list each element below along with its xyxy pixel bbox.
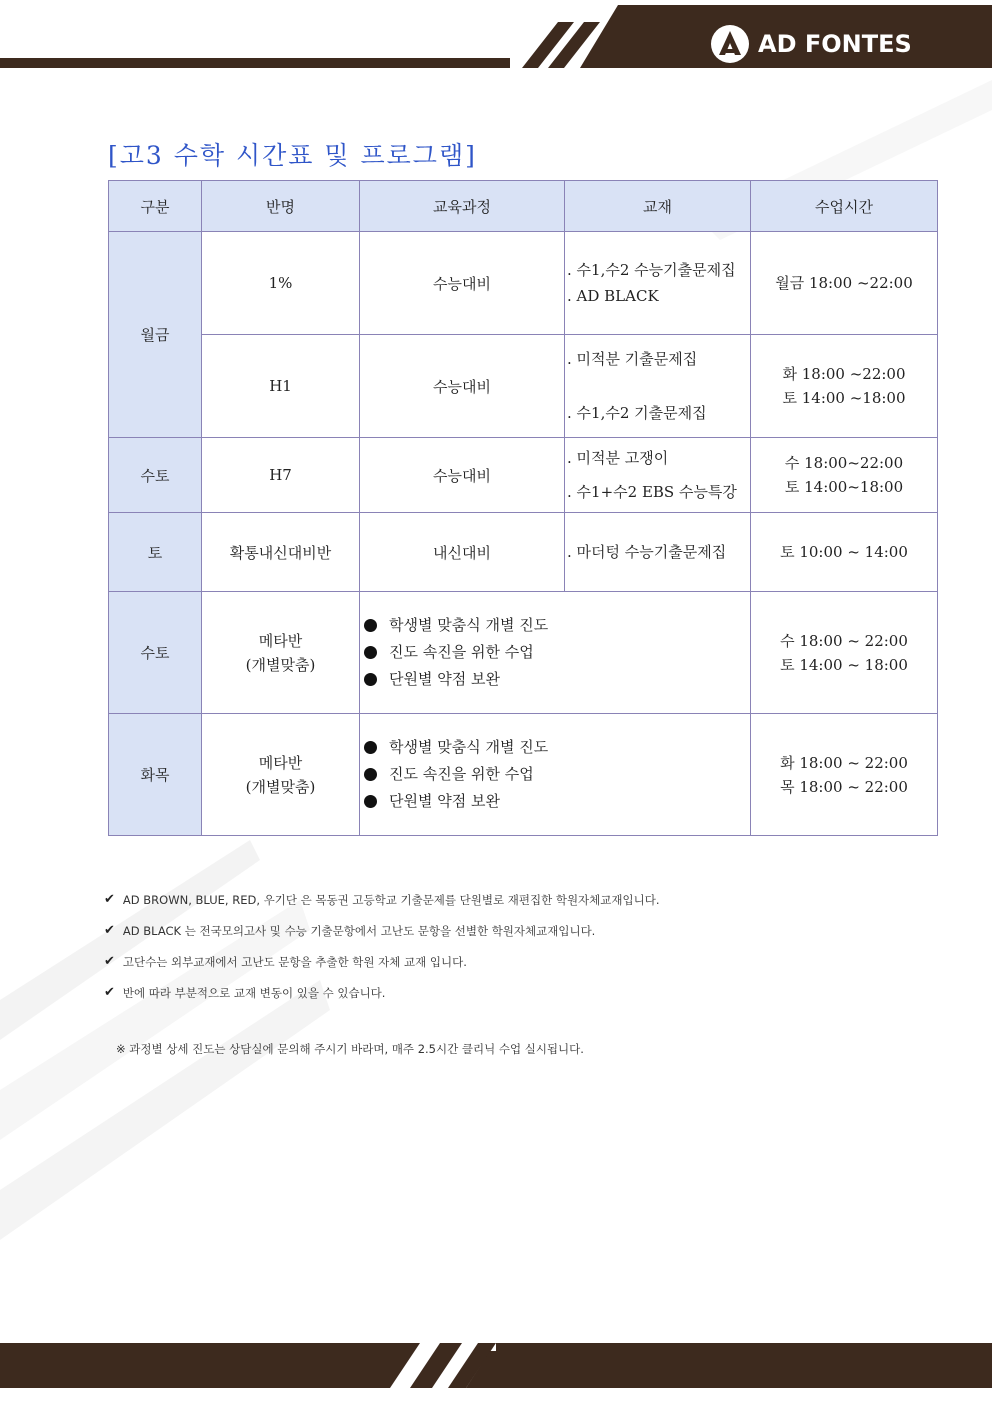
note-item: ✔ AD BROWN, BLUE, RED, 우기단 은 목동권 고등학교 기출문제를 단원별로 재편집한 학원자체교재입니다. <box>104 892 660 907</box>
table-row <box>109 438 938 513</box>
category-cell: 수토 <box>109 592 202 714</box>
time-cell: 수 18:00 ~ 22:00 토 14:00 ~ 18:00 <box>751 592 938 714</box>
class-cell: 확통내신대비반 <box>202 513 360 592</box>
list-item: 학생별 맞춤식 개별 진도 <box>362 734 750 761</box>
course-cell: 수능대비 <box>360 335 565 438</box>
note-item: ✔ 반에 따라 부분적으로 교재 변동이 있을 수 있습니다. <box>104 985 386 1000</box>
logo-text: AD FONTES <box>758 30 912 58</box>
note-item: ✔ AD BLACK 는 전국모의고사 및 수능 기출문항에서 고난도 문항을 선별한 학원자체교재입니다. <box>104 923 596 938</box>
header-books: 교재 <box>565 181 751 232</box>
class-cell: H1 <box>202 335 360 438</box>
program-bullets <box>360 592 751 714</box>
brand-logo <box>710 24 912 64</box>
time-cell: 수 18:00~22:00 토 14:00~18:00 <box>751 438 938 513</box>
check-icon: ✔ <box>104 954 115 969</box>
program-bullets <box>360 714 751 836</box>
class-cell: H7 <box>202 438 360 513</box>
class-cell: 메타반 (개별맞춤) <box>202 714 360 836</box>
time-cell: 화 18:00 ~ 22:00 목 18:00 ~ 22:00 <box>751 714 938 836</box>
table-row <box>109 714 938 836</box>
check-icon: ✔ <box>104 985 115 1000</box>
header-course: 교육과정 <box>360 181 565 232</box>
check-icon: ✔ <box>104 892 115 907</box>
bullet-icon <box>364 768 377 781</box>
list-item: 단원별 약점 보완 <box>362 666 750 693</box>
table-header-row <box>109 181 938 232</box>
header-category: 구분 <box>109 181 202 232</box>
bullet-icon <box>364 795 377 808</box>
table-row <box>109 513 938 592</box>
category-cell: 월금 <box>109 232 202 438</box>
footer-band <box>0 1343 420 1388</box>
logo-mark-icon <box>710 24 750 64</box>
bullet-icon <box>364 741 377 754</box>
header-time: 수업시간 <box>751 181 938 232</box>
list-item: 단원별 약점 보완 <box>362 788 750 815</box>
class-cell: 메타반 (개별맞춤) <box>202 592 360 714</box>
books-cell: . 마더텅 수능기출문제집 <box>565 513 751 592</box>
check-icon: ✔ <box>104 923 115 938</box>
table-row <box>109 592 938 714</box>
class-cell: 1% <box>202 232 360 335</box>
header-class: 반명 <box>202 181 360 232</box>
table-row <box>109 335 938 438</box>
header-band <box>0 58 510 68</box>
list-item: 진도 속진을 위한 수업 <box>362 761 750 788</box>
bullet-icon <box>364 673 377 686</box>
books-cell: . 수1,수2 수능기출문제집 . AD BLACK <box>565 232 751 335</box>
bullet-icon <box>364 646 377 659</box>
time-cell: 화 18:00 ~22:00 토 14:00 ~18:00 <box>751 335 938 438</box>
bullet-icon <box>364 619 377 632</box>
course-cell: 수능대비 <box>360 438 565 513</box>
category-cell: 토 <box>109 513 202 592</box>
category-cell: 수토 <box>109 438 202 513</box>
course-cell: 수능대비 <box>360 232 565 335</box>
books-cell: . 미적분 고쟁이 . 수1+수2 EBS 수능특강 <box>565 438 751 513</box>
schedule-table <box>108 180 938 836</box>
list-item: 진도 속진을 위한 수업 <box>362 639 750 666</box>
time-cell: 토 10:00 ~ 14:00 <box>751 513 938 592</box>
category-cell: 화목 <box>109 714 202 836</box>
page-title: [고3 수학 시간표 및 프로그램] <box>108 141 477 170</box>
books-cell: . 미적분 기출문제집 . 수1,수2 기출문제집 <box>565 335 751 438</box>
notes-list <box>104 884 659 1008</box>
table-row <box>109 232 938 335</box>
footer-note: ※ 과정별 상세 진도는 상담실에 문의해 주시기 바라며, 매주 2.5시간 클리닉 수업 실시됩니다. <box>116 1042 584 1056</box>
note-item: ✔ 고단수는 외부교재에서 고난도 문항을 추출한 학원 자체 교재 입니다. <box>104 954 467 969</box>
course-cell: 내신대비 <box>360 513 565 592</box>
time-cell: 월금 18:00 ~22:00 <box>751 232 938 335</box>
list-item: 학생별 맞춤식 개별 진도 <box>362 612 750 639</box>
